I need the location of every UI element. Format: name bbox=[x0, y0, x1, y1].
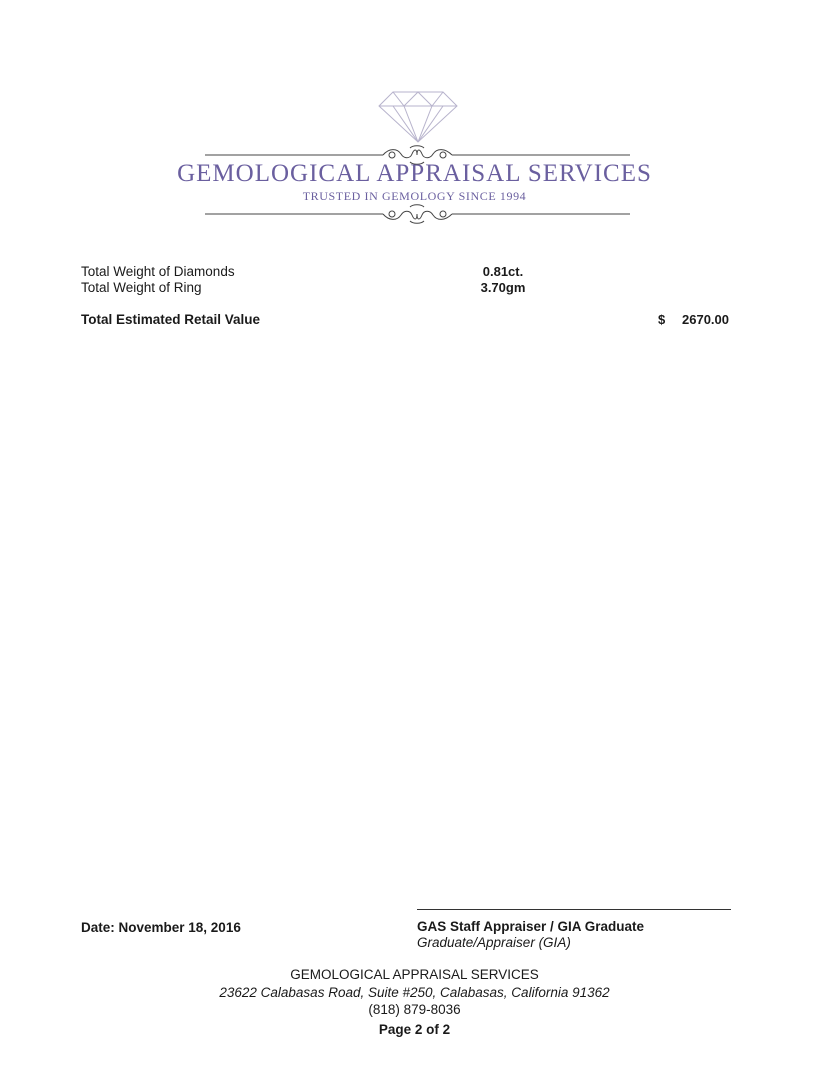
appraiser-title: GAS Staff Appraiser / GIA Graduate bbox=[417, 919, 645, 934]
scroll-ornament-icon bbox=[205, 203, 630, 225]
ring-weight-value: 3.70gm bbox=[480, 280, 526, 295]
diamond-icon bbox=[377, 90, 459, 144]
ring-weight-label: Total Weight of Ring bbox=[81, 280, 202, 295]
footer-company: GEMOLOGICAL APPRAISAL SERVICES bbox=[290, 967, 539, 982]
appraiser-subtitle: Graduate/Appraiser (GIA) bbox=[417, 935, 571, 950]
brand-tagline: TRUSTED IN GEMOLOGY SINCE 1994 bbox=[302, 189, 527, 203]
footer-address: 23622 Calabasas Road, Suite #250, Calabasas, California 91362 bbox=[219, 985, 610, 1000]
footer-phone: (818) 879-8036 bbox=[368, 1002, 461, 1017]
brand-title: GEMOLOGICAL APPRAISAL SERVICES bbox=[177, 160, 652, 187]
retail-value-label: Total Estimated Retail Value bbox=[81, 312, 261, 327]
diamond-weight-value: 0.81ct. bbox=[482, 264, 524, 279]
diamond-weight-label: Total Weight of Diamonds bbox=[81, 264, 235, 279]
page-number: Page 2 of 2 bbox=[378, 1022, 451, 1037]
letterhead bbox=[0, 0, 829, 240]
appraisal-date: Date: November 18, 2016 bbox=[81, 920, 241, 935]
retail-value-amount: 2670.00 bbox=[682, 312, 729, 327]
currency-symbol: $ bbox=[658, 312, 666, 327]
signature-line bbox=[417, 909, 731, 910]
